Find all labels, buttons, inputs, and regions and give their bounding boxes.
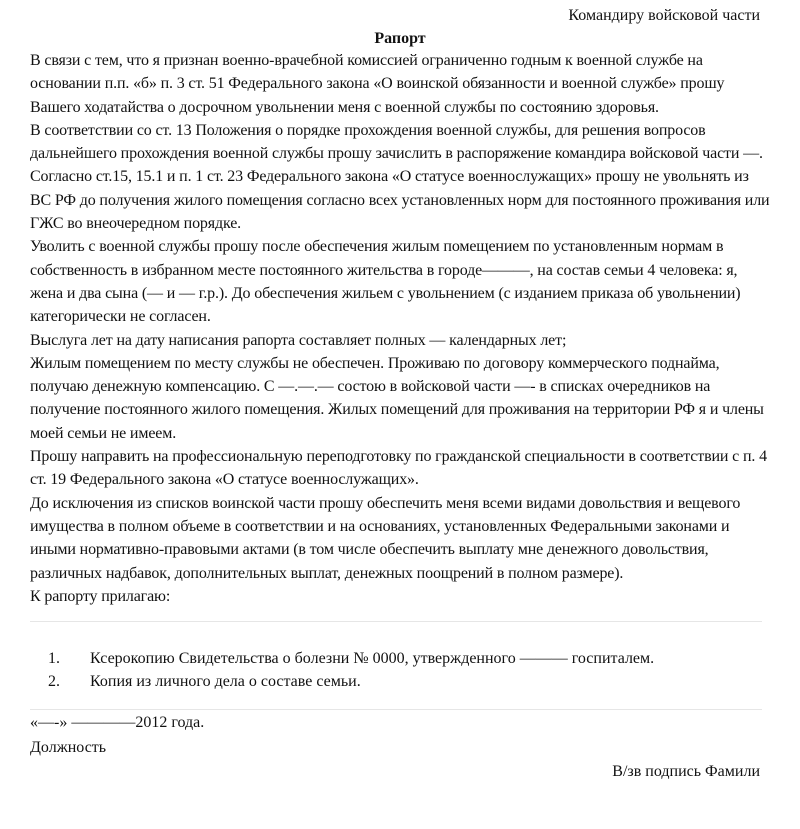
paragraph-discharge-request: В связи с тем, что я признан военно-врачебной комиссией ограниченно годным к военной службе на основании п.п. «б» п. 3 ст. 51 Федерального закона «О воинской обязанности и военной службе» прошу Вашего ходатайства о досрочном увольнении меня с военной службы по состоянию здоровья. — [30, 52, 725, 116]
paragraph-housing-condition: Уволить с военной службы прошу после обеспечения жилым помещением по установленным нормам в собственность в избранном месте постоянного жительства в городе———, на состав семьи 4 человека: я, жена и два сына (— и — г.р.). До обеспечения жильем с увольнением (с изданием приказа об увольнении) категорически не согласен. — [30, 238, 741, 326]
attachment-number: 1. — [48, 650, 60, 667]
paragraph-enrollment: В соответствии со ст. 13 Положения о порядке прохождения военной службы, для решения вопросов дальнейшего прохождения военной службы прошу зачислить в распоряжение командира войсковой части —. — [30, 121, 763, 163]
attachment-number: 2. — [48, 673, 60, 690]
attachment-text: Ксерокопию Свидетельства о болезни № 0000, утвержденного ——— госпиталем. — [90, 650, 655, 667]
paragraph-no-dismissal: Согласно ст.15, 15.1 и п. 1 ст. 23 Федерального закона «О статусе военнослужащих» прошу не увольнять из ВС РФ до получения жилого помещения согласно всех установленных норм для постоянного проживания или ГЖС во внеочередном порядке. — [30, 168, 770, 233]
position-label: Должность — [30, 739, 107, 756]
attachment-item — [48, 672, 361, 692]
document-title: Рапорт — [374, 30, 426, 47]
paragraph-service-length: Выслуга лет на дату написания рапорта составляет полных — календарных лет; — [30, 331, 567, 349]
report-body — [30, 49, 770, 608]
paragraph-housing-status: Жилым помещением по месту службы не обеспечен. Проживаю по договору коммерческого поднайма, получаю денежную компенсацию. С —.—.— состою в войсковой части —- в списках очередников на получение постоянного жилого помещения. Жилых помещений для проживания на территории РФ я и члены моей семьи не имеем. — [30, 354, 764, 442]
attachment-text: Копия из личного дела о составе семьи. — [90, 673, 361, 690]
attachments-list — [30, 621, 762, 710]
addressee-line: Командиру войсковой части — [568, 7, 760, 24]
paragraph-attachments-intro: К рапорту прилагаю: — [30, 587, 171, 605]
paragraph-allowances: До исключения из списков воинской части прошу обеспечить меня всеми видами довольствия и вещевого имущества в полном объеме в соответствии и на основаниях, установленных Федеральными законами и иными нормативно-правовыми актами (в том числе обеспечить выплату мне денежного довольствия, различных надбавок, дополнительных выплат, денежных поощрений в полном размере). — [30, 494, 741, 582]
attachment-item — [48, 649, 654, 669]
date-line: «—-» ————2012 года. — [30, 714, 205, 731]
paragraph-retraining: Прошу направить на профессиональную переподготовку по гражданской специальности в соответствии с п. 4 ст. 19 Федерального закона «О статусе военнослужащих». — [30, 448, 767, 489]
signature-line: В/зв подпись Фамили — [612, 763, 760, 780]
